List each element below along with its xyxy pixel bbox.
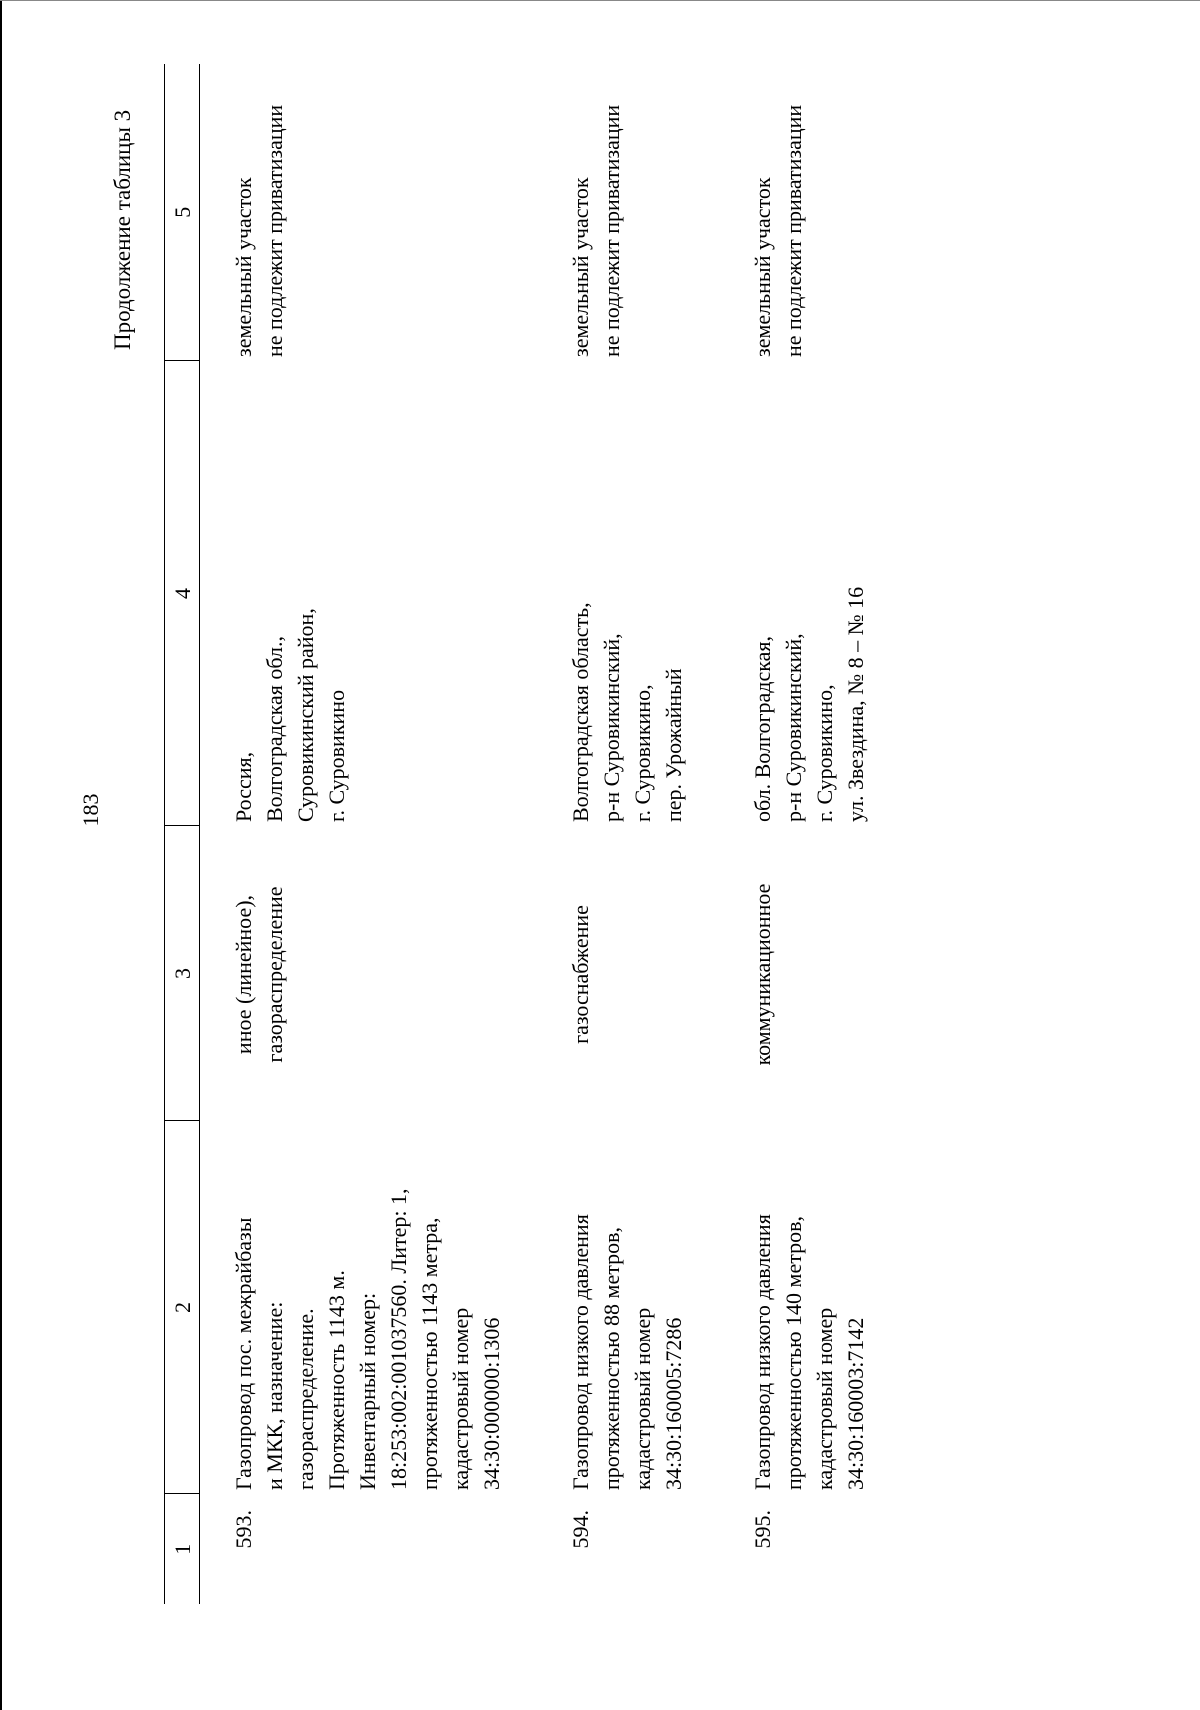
column-header: 4 bbox=[165, 361, 200, 826]
cell-line: газораспределение. bbox=[293, 1308, 318, 1490]
cell-line: Газопровод низкого давления bbox=[568, 1214, 593, 1490]
cell-line: 34:30:000000:1306 bbox=[479, 1317, 504, 1490]
cell-line: Газопровод пос. межрайбазы bbox=[231, 1217, 256, 1490]
purpose-cell bbox=[689, 826, 871, 1121]
column-header: 1 bbox=[165, 1494, 200, 1604]
cell-line: земельный участок bbox=[231, 177, 256, 357]
cell-line: пер. Урожайный bbox=[661, 668, 686, 822]
table-row bbox=[507, 64, 689, 1604]
cell-line: Протяженность 1143 м. bbox=[324, 1270, 349, 1490]
cell-line: Россия, bbox=[231, 751, 256, 822]
cell-line: 34:30:160005:7286 bbox=[661, 1317, 686, 1490]
cell-line: Газопровод низкого давления bbox=[750, 1214, 775, 1490]
cell-line: р-н Суровикинский, bbox=[781, 633, 806, 822]
continuation-title: Продолжение таблицы 3 bbox=[110, 109, 135, 350]
cell-line: 34:30:160003:7142 bbox=[843, 1317, 868, 1490]
cell-line: коммуникационное bbox=[750, 883, 775, 1066]
cell-line: газораспределение bbox=[262, 886, 287, 1063]
cell-line: Инвентарный номер: bbox=[355, 1292, 380, 1490]
page-number: 183 bbox=[78, 793, 103, 827]
cell-line: земельный участок bbox=[750, 177, 775, 357]
address-cell bbox=[507, 361, 689, 826]
cell-line: Суровикинский район, bbox=[293, 608, 318, 822]
row-number: 593. bbox=[231, 1510, 256, 1549]
cell-line: газоснабжение bbox=[568, 905, 593, 1044]
object-name-cell bbox=[507, 1121, 689, 1494]
purpose-cell bbox=[507, 826, 689, 1121]
column-header: 2 bbox=[165, 1121, 200, 1494]
cell-line: р-н Суровикинский, bbox=[599, 633, 624, 822]
note-cell bbox=[689, 64, 871, 361]
row-number: 594. bbox=[568, 1510, 593, 1549]
column-header: 3 bbox=[165, 826, 200, 1121]
object-name-cell bbox=[200, 1121, 508, 1494]
object-name-cell bbox=[689, 1121, 871, 1494]
table-row bbox=[200, 64, 508, 1604]
cell-line: Волгоградская область, bbox=[568, 602, 593, 822]
purpose-cell bbox=[200, 826, 508, 1121]
cell-line: г. Суровикино, bbox=[630, 684, 655, 822]
cell-line: кадастровый номер bbox=[448, 1307, 473, 1490]
cell-line: протяженностью 1143 метра, bbox=[417, 1217, 442, 1490]
note-cell bbox=[200, 64, 508, 361]
table-header-row bbox=[165, 64, 200, 1604]
address-cell bbox=[200, 361, 508, 826]
table-row bbox=[689, 64, 871, 1604]
cell-line: протяженностью 88 метров, bbox=[599, 1226, 624, 1490]
cell-line: кадастровый номер bbox=[812, 1307, 837, 1490]
cell-line: обл. Волгоградская, bbox=[750, 636, 775, 822]
address-cell bbox=[689, 361, 871, 826]
cell-line: земельный участок bbox=[568, 177, 593, 357]
row-number: 595. bbox=[750, 1510, 775, 1549]
cell-line: и МКК, назначение: bbox=[262, 1301, 287, 1490]
property-table bbox=[164, 64, 871, 1604]
note-cell bbox=[507, 64, 689, 361]
column-header: 5 bbox=[165, 64, 200, 361]
cell-line: не подлежит приватизации bbox=[781, 104, 806, 357]
cell-line: Волгоградская обл., bbox=[262, 636, 287, 822]
cell-line: 18:253:002:001037560. Литер: 1, bbox=[386, 1188, 411, 1490]
cell-line: г. Суровикино, bbox=[812, 684, 837, 822]
cell-line: иное (линейное), bbox=[231, 894, 256, 1055]
cell-line: протяженностью 140 метров, bbox=[781, 1215, 806, 1490]
cell-line: не подлежит приватизации bbox=[599, 104, 624, 357]
cell-line: г. Суровикино bbox=[324, 689, 349, 822]
cell-line: кадастровый номер bbox=[630, 1307, 655, 1490]
cell-line: не подлежит приватизации bbox=[262, 104, 287, 357]
cell-line: ул. Звездина, № 8 – № 16 bbox=[843, 586, 868, 822]
